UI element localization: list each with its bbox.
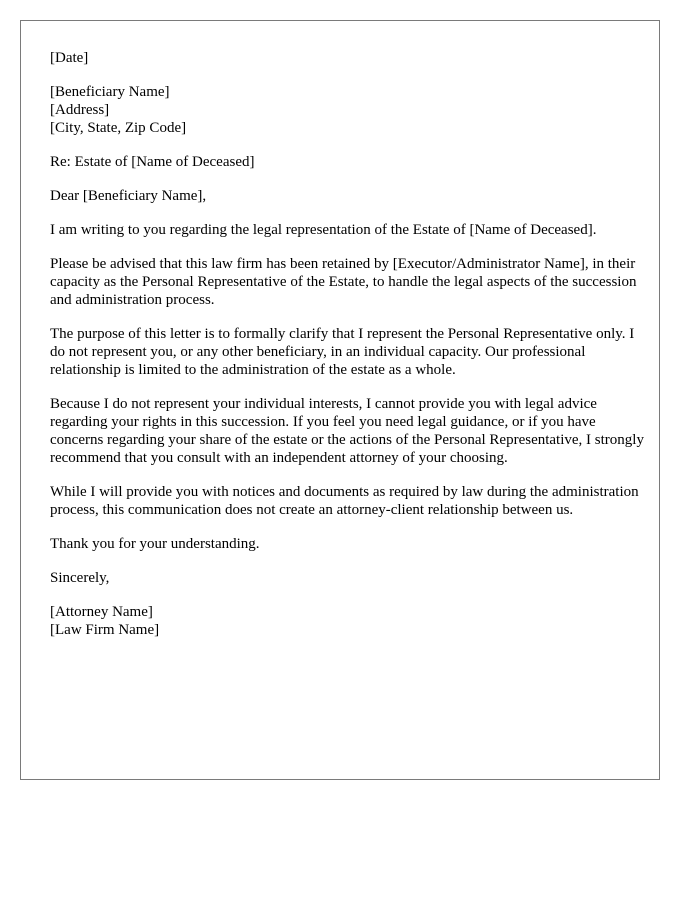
letter-body bbox=[50, 49, 650, 655]
body-paragraph-1: I am writing to you regarding the legal representation of the Estate of [Name of Deceased]. bbox=[50, 222, 597, 238]
thanks-block bbox=[50, 535, 650, 553]
closing-block bbox=[50, 569, 650, 587]
recipient-address: [Address] bbox=[50, 102, 110, 118]
thanks-line: Thank you for your understanding. bbox=[50, 536, 260, 552]
subject-block bbox=[50, 153, 650, 171]
recipient-name: [Beneficiary Name] bbox=[50, 84, 170, 100]
closing-line: Sincerely, bbox=[50, 570, 110, 586]
attorney-name: [Attorney Name] bbox=[50, 604, 153, 620]
body-paragraph-3: The purpose of this letter is to formally clarify that I represent the Personal Representative only. I do not represent you, or any other beneficiary, in an individual capacity. Our professional relationship is limited to the administration of the estate as a whole. bbox=[50, 326, 635, 378]
body-paragraph-4: Because I do not represent your individual interests, I cannot provide you with legal advice regarding your rights in this succession. If you feel you need legal guidance, or if you have concerns regarding your share of the estate or the actions of the Personal Representative, I strongly recommend that you consult with an independent attorney of your choosing. bbox=[50, 396, 644, 466]
letter-date: [Date] bbox=[50, 50, 89, 66]
salutation-block bbox=[50, 187, 650, 205]
recipient-city-state-zip: [City, State, Zip Code] bbox=[50, 120, 187, 136]
date-block bbox=[50, 49, 650, 67]
letter-page bbox=[20, 20, 660, 780]
body-paragraph-2: Please be advised that this law firm has been retained by [Executor/Administrator Name], in their capacity as the Personal Representative of the Estate, to handle the legal aspects of the succession and administration process. bbox=[50, 256, 637, 308]
salutation: Dear [Beneficiary Name], bbox=[50, 188, 207, 204]
signature-block bbox=[50, 603, 650, 639]
subject-line: Re: Estate of [Name of Deceased] bbox=[50, 154, 255, 170]
body-paragraph-5: While I will provide you with notices and documents as required by law during the administration process, this communication does not create an attorney-client relationship between us. bbox=[50, 484, 639, 518]
recipient-address-block bbox=[50, 83, 650, 137]
law-firm-name: [Law Firm Name] bbox=[50, 622, 160, 638]
